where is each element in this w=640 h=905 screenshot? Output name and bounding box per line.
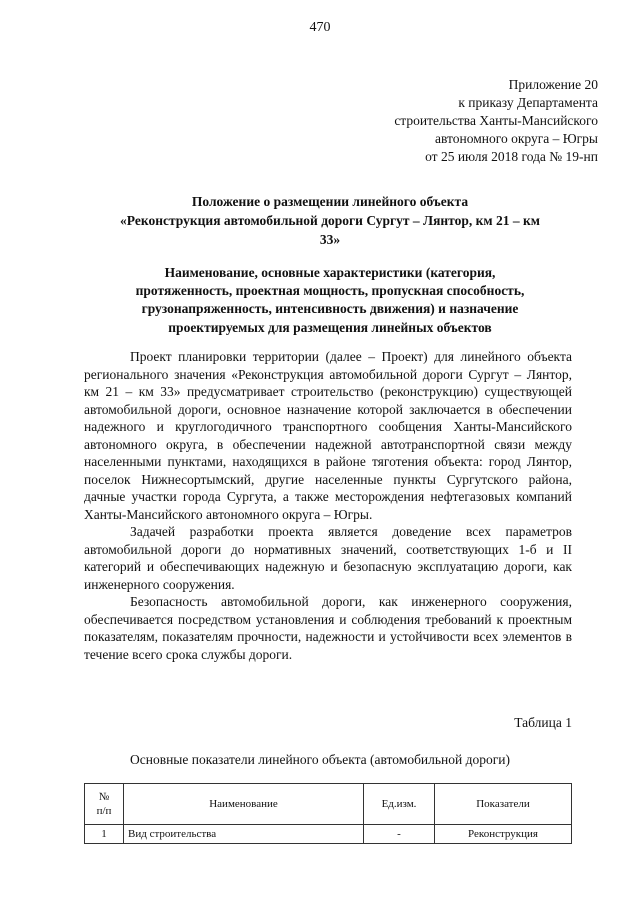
indicators-table bbox=[84, 783, 572, 844]
paragraph: Задачей разработки проекта является доведение всех параметров автомобильной дороги до нормативных значений, соответствующих 1-б и II категорий и обеспечивающих надежную и безопасную эксплуатацию дороги, как инженерного сооружения. bbox=[84, 524, 572, 592]
title-line: Положение о размещении линейного объекта bbox=[191, 194, 469, 209]
header-number bbox=[85, 784, 124, 825]
document-title bbox=[80, 192, 580, 249]
appendix-block bbox=[394, 76, 598, 166]
table-reference: Таблица 1 bbox=[514, 715, 572, 730]
header-number-line: п/п bbox=[96, 805, 112, 817]
appendix-line: строительства Ханты-Мансийского bbox=[394, 113, 598, 128]
heading-line: грузонапряженность, интенсивность движения) и назначение bbox=[141, 301, 519, 317]
section-heading bbox=[85, 264, 575, 337]
table-header-row bbox=[85, 784, 572, 825]
paragraph: Безопасность автомобильной дороги, как инженерного сооружения, обеспечивается посредством установления и соблюдения требований к проектным показателям, показателям прочности, надежности и устойчивости всех элементов в течение всего срока службы дороги. bbox=[84, 594, 572, 662]
body-text bbox=[84, 348, 572, 663]
appendix-line: Приложение 20 bbox=[508, 77, 598, 92]
cell-unit: - bbox=[364, 825, 435, 844]
appendix-line: автономного округа – Югры bbox=[435, 131, 598, 146]
header-unit: Ед.изм. bbox=[364, 784, 435, 825]
appendix-line: от 25 июля 2018 года № 19-нп bbox=[425, 149, 598, 164]
header-name: Наименование bbox=[124, 784, 364, 825]
header-value: Показатели bbox=[435, 784, 572, 825]
header-number-line: № bbox=[98, 791, 110, 803]
cell-number: 1 bbox=[85, 825, 124, 844]
heading-line: протяженность, проектная мощность, пропускная способность, bbox=[135, 283, 525, 299]
appendix-line: к приказу Департамента bbox=[458, 95, 598, 110]
heading-line: Наименование, основные характеристики (категория, bbox=[164, 265, 496, 280]
table-caption: Основные показатели линейного объекта (автомобильной дороги) bbox=[129, 752, 511, 767]
cell-value: Реконструкция bbox=[435, 825, 572, 844]
title-line: «Реконструкция автомобильной дороги Сургут – Лянтор, км 21 – км bbox=[120, 213, 540, 228]
paragraph: Проект планировки территории (далее – Проект) для линейного объекта регионального значения «Реконструкция автомобильной дороги Сургут – Лянтор, км 21 – км 33» предусматривает строительство (реконструкцию) существующей автомобильной дороги, основное назначение которой заключается в обеспечении надежного и круглогодичного транспортного сообщения Ханты-Мансийского автономного округа, в обеспечении надежной автотранспортной связи между населенными пунктами, находящихся в районе тяготения объекта: город Лянтор, поселок Нижнесортымский, другие населенные пункты Сургутского района, дачные участки города Сургута, а также месторождения нефтегазовых компаний Ханты-Мансийского автономного округа – Югры. bbox=[84, 349, 572, 522]
heading-line: проектируемых для размещения линейных объектов bbox=[168, 319, 492, 335]
table-row bbox=[85, 825, 572, 844]
page-number: 470 bbox=[309, 20, 331, 35]
cell-name: Вид строительства bbox=[124, 825, 364, 844]
title-line: 33» bbox=[319, 232, 341, 247]
